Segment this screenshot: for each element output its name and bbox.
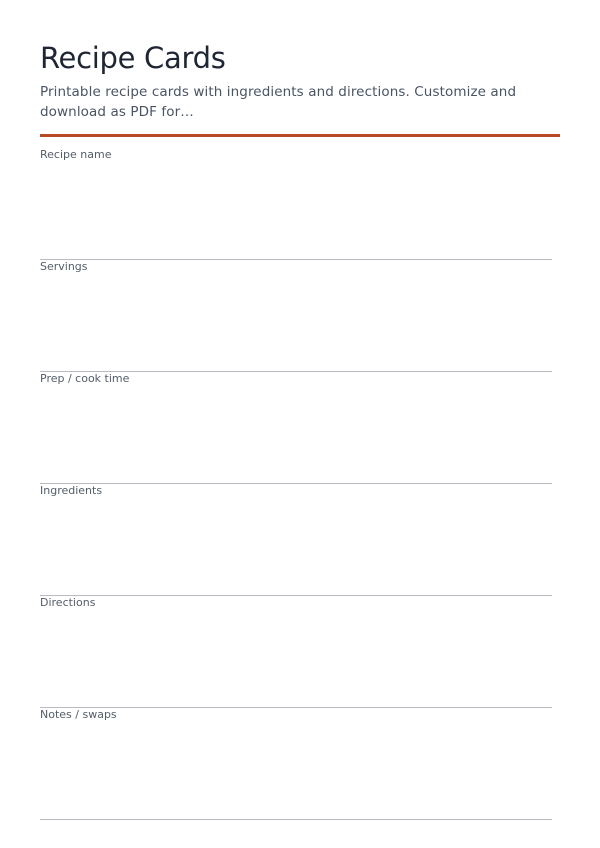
field-label: Directions	[40, 596, 96, 609]
ingredients-input[interactable]	[40, 502, 552, 595]
field-recipe-name	[40, 148, 552, 260]
accent-divider	[40, 134, 560, 137]
field-directions	[40, 596, 552, 708]
field-notes-swaps	[40, 708, 552, 820]
field-label: Notes / swaps	[40, 708, 117, 721]
field-label: Prep / cook time	[40, 372, 130, 385]
page-title: Recipe Cards	[40, 41, 226, 75]
page-subtitle: Printable recipe cards with ingredients and directions. Customize and download as PDF for…	[40, 84, 517, 120]
field-underline	[40, 819, 552, 820]
directions-input[interactable]	[40, 614, 552, 707]
notes-swaps-input[interactable]	[40, 726, 552, 819]
recipe-name-input[interactable]	[40, 166, 552, 259]
field-label: Recipe name	[40, 148, 112, 161]
field-ingredients	[40, 484, 552, 596]
field-label: Servings	[40, 260, 88, 273]
field-prep-cook-time	[40, 372, 552, 484]
field-servings	[40, 260, 552, 372]
servings-input[interactable]	[40, 278, 552, 371]
prep-cook-time-input[interactable]	[40, 390, 552, 483]
field-label: Ingredients	[40, 484, 103, 497]
